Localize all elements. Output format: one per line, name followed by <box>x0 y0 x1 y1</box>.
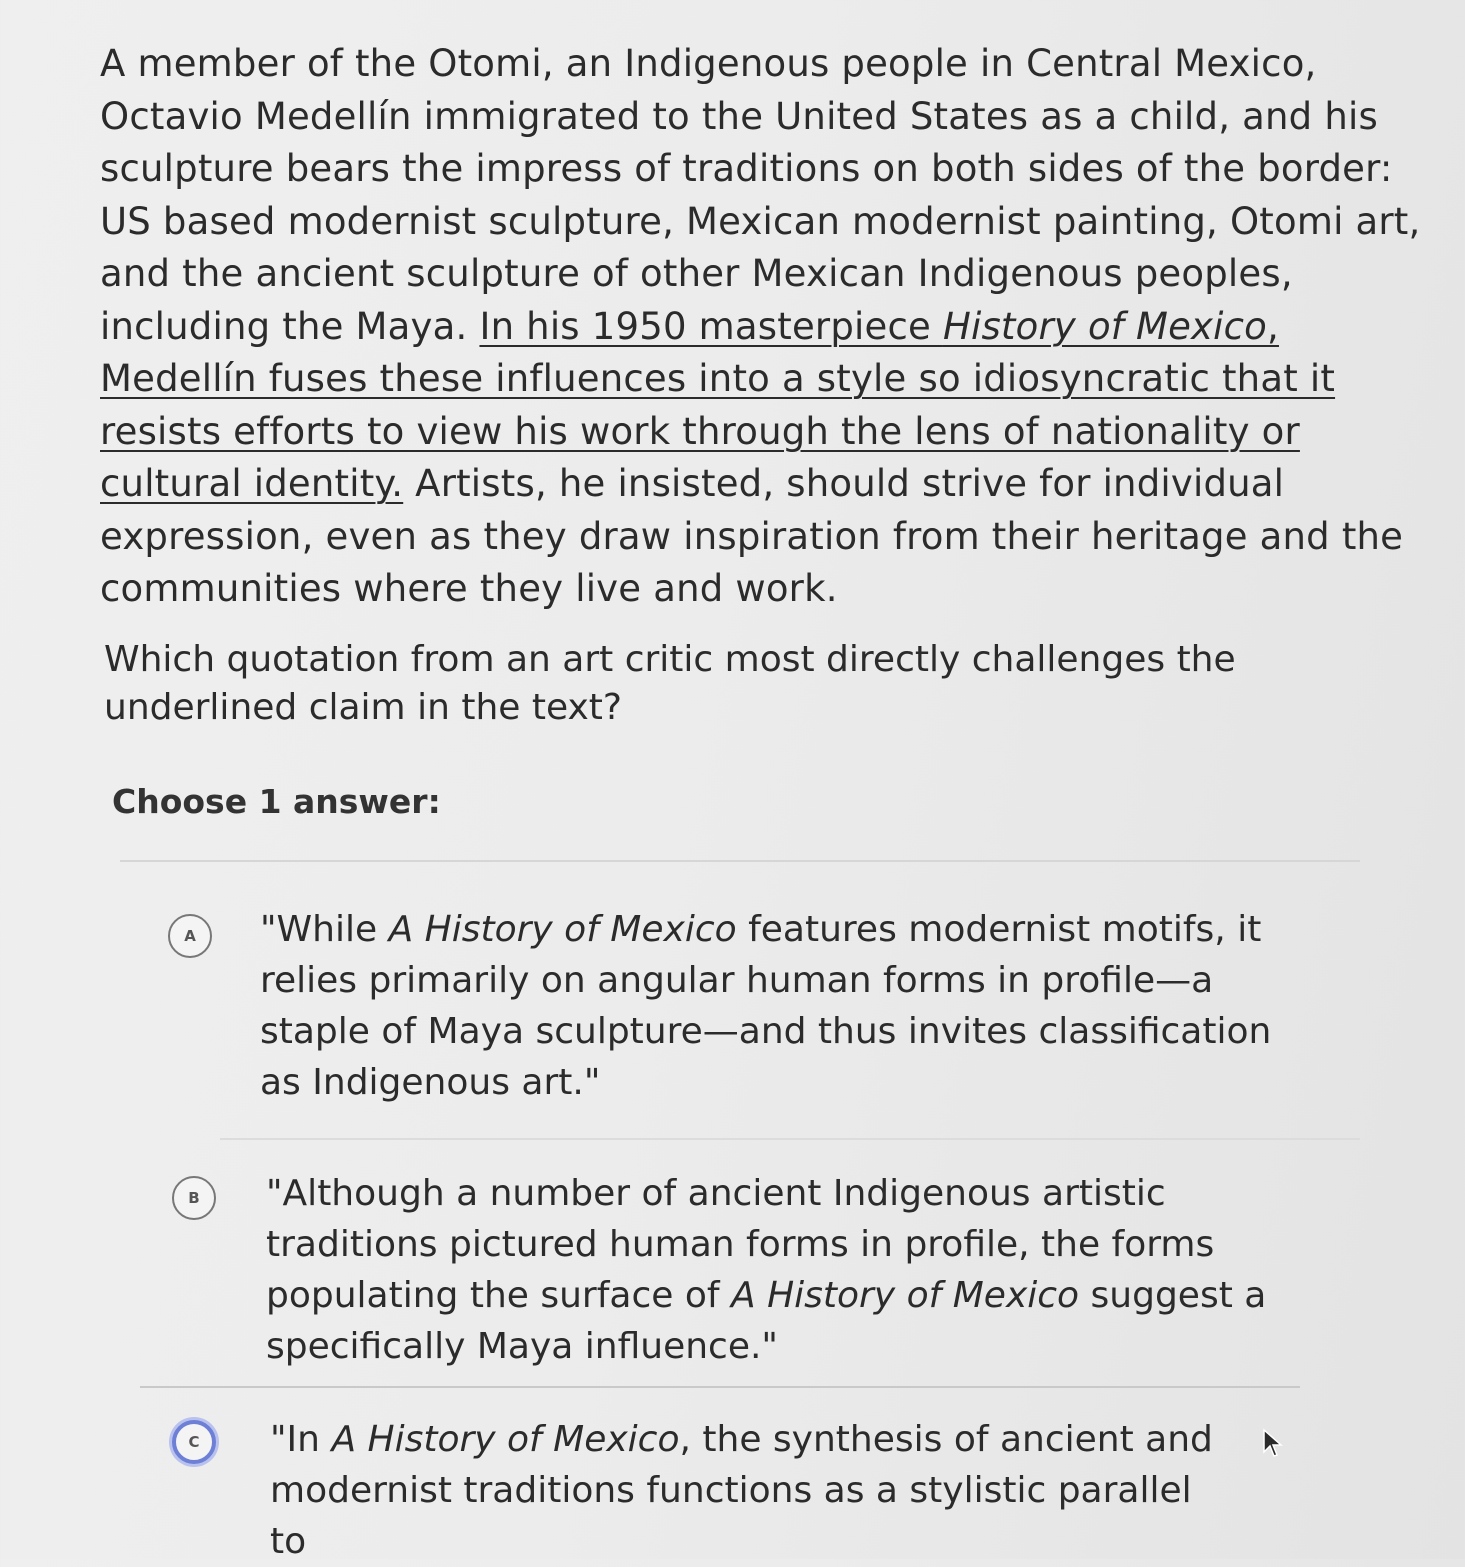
choices-divider-bc <box>140 1386 1300 1388</box>
choices-divider-ab <box>220 1138 1360 1140</box>
answer-choice-b[interactable] <box>160 1162 1300 1372</box>
choice-b-artwork-title: A History of Mexico <box>731 1275 1080 1316</box>
claim-text-end: , Medellín fuses these influences into a style so idiosyncratic that it resists efforts to view his work through the lens of nationality or cultural identity. <box>100 304 1336 505</box>
mouse-cursor-icon <box>1262 1428 1284 1458</box>
choice-c-radio[interactable]: C <box>172 1420 216 1464</box>
answer-choice-a[interactable] <box>160 900 1300 1120</box>
passage-intro: A member of the Otomi, an Indigenous people in Central Mexico, Octavio Medellín immigrated to the United States as a child, and his sculpture bears the impress of traditions on both sides of the border: US based modernist sculpture, Mexican modernist painting, Otomi art, and the ancient sculpture of other Mexican Indigenous peoples, including the Maya. <box>100 42 1421 348</box>
choice-c-text-end: , the synthesis of ancient and modernist traditions functions as a stylistic parallel to <box>270 1419 1213 1562</box>
reading-passage <box>100 38 1430 616</box>
passage-outro: Artists, he insisted, should strive for individual expression, even as they draw inspiration from their heritage and the communities where they live and work. <box>100 462 1404 610</box>
choice-c-text <box>270 1414 1230 1567</box>
question-prompt: Which quotation from an art critic most directly challenges the underlined claim in the text? <box>104 639 1236 728</box>
choice-b-radio[interactable]: B <box>172 1176 216 1220</box>
choice-a-artwork-title: A History of Mexico <box>388 909 737 950</box>
choice-b-text <box>266 1168 1276 1372</box>
choice-c-artwork-title: A History of Mexico <box>331 1419 680 1460</box>
claim-artwork-title: History of Mexico <box>942 304 1268 348</box>
claim-text-start: In his 1950 masterpiece <box>479 304 943 348</box>
choice-a-text-start: "While <box>260 909 389 950</box>
choice-b-text-end: suggest a specifically Maya influence." <box>266 1275 1267 1367</box>
choice-a-radio[interactable]: A <box>168 914 212 958</box>
choice-a-text-end: features modernist motifs, it relies primarily on angular human forms in profile—a staple of Maya sculpture—and thus invites classification as Indigenous art." <box>260 909 1272 1103</box>
choice-a-text <box>260 904 1300 1108</box>
choice-c-text-start: "In <box>270 1419 332 1460</box>
choose-label: Choose 1 answer: <box>112 782 441 821</box>
choices-divider-top <box>120 860 1360 862</box>
answer-choice-c[interactable] <box>160 1400 1300 1562</box>
choice-b-text-start: "Although a number of ancient Indigenous artistic traditions pictured human forms in profile, the forms populating the surface of <box>266 1173 1215 1316</box>
